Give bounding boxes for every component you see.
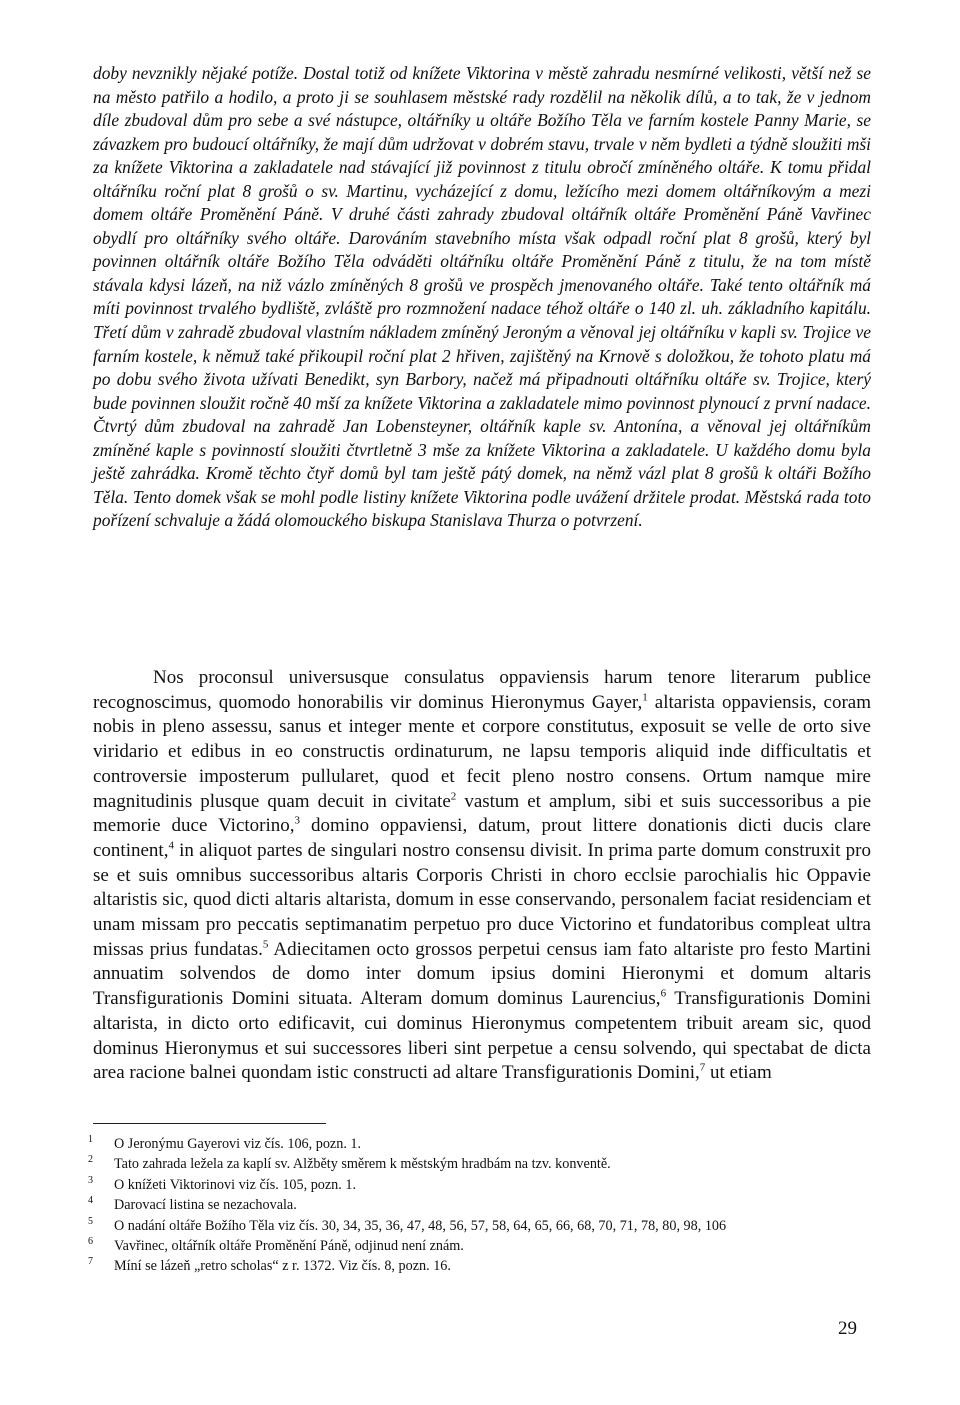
footnote-reference: 3 [294, 814, 301, 827]
latin-text-segment: domino oppaviensi, datum, prout littere donationis dicti ducis clare continent, [93, 815, 871, 861]
footnote-item [88, 1216, 888, 1236]
latin-text-segment: in aliquot partes de singulari nostro consensu divisit. In prima parte domum construxit pro se et suis omnibus successoribus altaris Corporis Christi in choro ecclsie parochialis hic Oppavie altaristis sic, quod dicti altaris altarista, domum in esse conservando, personalem faciat residenciam et unam missam pro peccatis septimanatim perpetuo pro duce Victorino et fundatoribus compleat ultra missas prius fundatas. [93, 839, 871, 960]
latin-text-segment: ut etiam [705, 1062, 772, 1084]
footnote-item [88, 1195, 888, 1215]
footnote-reference: 6 [660, 987, 667, 1000]
footnotes-list [88, 1134, 888, 1277]
footnote-text: Míní se lázeň „retro scholas“ z r. 1372. Viz čís. 8, pozn. 16. [114, 1258, 451, 1275]
footnote-divider [93, 1123, 326, 1124]
latin-text-segment: Adiecitamen octo grossos perpetui census iam fato altariste pro festo Martini annuatim solvendos de domo inter domum ipsius domini Hieronymi et domum altaris Transfigurationis Domini situata. Alteram domum dominus Laurencius, [93, 938, 871, 1010]
footnote-reference: 4 [168, 839, 174, 852]
latin-text-segment: Transfigurationis Domini altarista, in dicto orto edificavit, cui dominus Hieronymus competentem tribuit aream sic, quod dominus Hieronymus et sui successores liberi sint perpetue a censu solvendo, qui spectabat de dicta area racione balnei quondam istic constructi ad altare Transfigurationis Domini, [93, 988, 871, 1084]
footnote-item [88, 1236, 888, 1256]
footnote-reference: 5 [262, 938, 269, 951]
latin-text-segment: Nos proconsul universusque consulatus oppaviensis harum tenore literarum publice recognoscimus, quomodo honorabilis vir dominus Hieronymus Gayer, [93, 667, 871, 713]
footnote-text: O nadání oltáře Božího Těla viz čís. 30, 34, 35, 36, 47, 48, 56, 57, 58, 64, 65, 66, 68, 70, 71, 78, 80, 98, 106 [114, 1217, 727, 1234]
footnote-number: 7 [88, 1256, 93, 1268]
latin-text-segment: altarista oppaviensis, coram nobis in pleno assessu, sanus et integer mente et corpore constitutus, exposuit se velle de orto sive viridario et edibus in eo constructis ordinaturum, ne lapsu temporis aliquid inde difficultatis et controversie imposterum pullularet, quod et fecit pleno nostro consens. Ortum namque mire magnitudinis plusque quam decuit in civitate [93, 691, 871, 812]
footnote-number: 4 [88, 1195, 93, 1207]
footnote-reference: 7 [699, 1061, 706, 1074]
footnote-number: 5 [88, 1215, 93, 1227]
footnote-item [88, 1134, 888, 1154]
footnote-number: 3 [88, 1174, 93, 1186]
footnote-text: Darovací listina se nezachovala. [114, 1197, 297, 1214]
czech-summary-paragraph: doby nevznikly nějaké potíže. Dostal totiž od knížete Viktorina v městě zahradu nesmírné velikosti, větší než se na město patřilo a hodilo, a proto ji se souhlasem městské rady rozdělil na několik dílů, a to tak, že v jednom díle zbudoval dům pro sebe a své nástupce, oltářníky u oltáře Božího Těla ve farním kostele Panny Marie, se závazkem pro budoucí oltářníky, že mají dům udržovat v dobrém stavu, trvale v něm bydleti a týdně sloužiti mši za knížete Viktorina a zakladatele nad stávající již povinnost z titulu obročí zmíněného oltáře. K tomu přidal oltářníku roční plat 8 grošů o sv. Martinu, vycházející z domu, ležícího mezi domem oltářníkovým a mezi domem oltáře Proměnění Páně. V druhé části zahrady zbudoval oltářník oltáře Proměnění Páně Vavřinec obydlí pro oltářníky svého oltáře. Darováním stavebního místa však odpadl roční plat 8 grošů, který byl povinnen oltářník oltáře Božího Těla odváděti oltářníku oltáře Proměnění Páně z titulu, že na tom místě stávala kdysi lázeň, na niž vázlo zmíněných 8 grošů ve prospěch jmenovaného oltáře. Také tento oltářník má míti povinnost trvalého bydliště, zvláště pro rozmnožení nadace téhož oltáře o 140 zl. uh. základního kapitálu. Třetí dům v zahradě zbudoval vlastním nákladem zmíněný Jeroným a věnoval jej oltářníku v kapli sv. Trojice ve farním kostele, k němuž také přikoupil roční plat 2 hřiven, zajištěný na Krnově s doložkou, že tohoto platu má po dobu svého života užívati Benedikt, syn Barbory, načež má připadnouti oltářníku oltáře sv. Trojice, který bude povinnen sloužit ročně 40 mší za knížete Viktorina a zakladatele mimo povinnost plynoucí z první nadace. Čtvrtý dům zbudoval na zahradě Jan Lobensteyner, oltářník kaple sv. Antonína, a věnoval jej oltářníkům zmíněné kaple s povinností sloužiti čtvrtletně 3 mše za knížete Viktorina a zakladatele. U každého domu byla ještě zahrádka. Kromě těchto čtyř domů byl tam ještě pátý domek, na němž vázl plat 8 grošů k oltáři Božího Těla. Tento domek však se mohl podle listiny knížete Viktorina podle uvážení držitele prodat. Městská rada toto pořízení schvaluje a žádá olomouckého biskupa Stanislava Thurza o potvrzení. [93, 63, 871, 531]
page-number: 29 [838, 1318, 857, 1339]
footnote-number: 2 [88, 1154, 93, 1166]
footnote-item [88, 1154, 888, 1174]
footnote-number: 6 [88, 1236, 93, 1248]
footnote-number: 1 [88, 1134, 93, 1145]
footnote-text: O knížeti Viktorinovi viz čís. 105, pozn. 1. [114, 1176, 357, 1193]
footnote-item [88, 1175, 888, 1195]
latin-charter-paragraph [93, 666, 871, 1086]
footnote-text: Vavřinec, oltářník oltáře Proměnění Páně, odjinud není znám. [114, 1238, 464, 1255]
footnote-item [88, 1256, 888, 1276]
latin-text-segment: vastum et amplum, sibi et suis successoribus a pie memorie duce Victorino, [93, 790, 872, 837]
footnote-text: Tato zahrada ležela za kaplí sv. Alžběty směrem k městským hradbám na tzv. konventě. [114, 1156, 611, 1173]
footnote-reference: 2 [450, 790, 457, 803]
footnote-reference: 1 [642, 691, 648, 704]
footnote-text: O Jeronýmu Gayerovi viz čís. 106, pozn. 1. [114, 1136, 362, 1152]
